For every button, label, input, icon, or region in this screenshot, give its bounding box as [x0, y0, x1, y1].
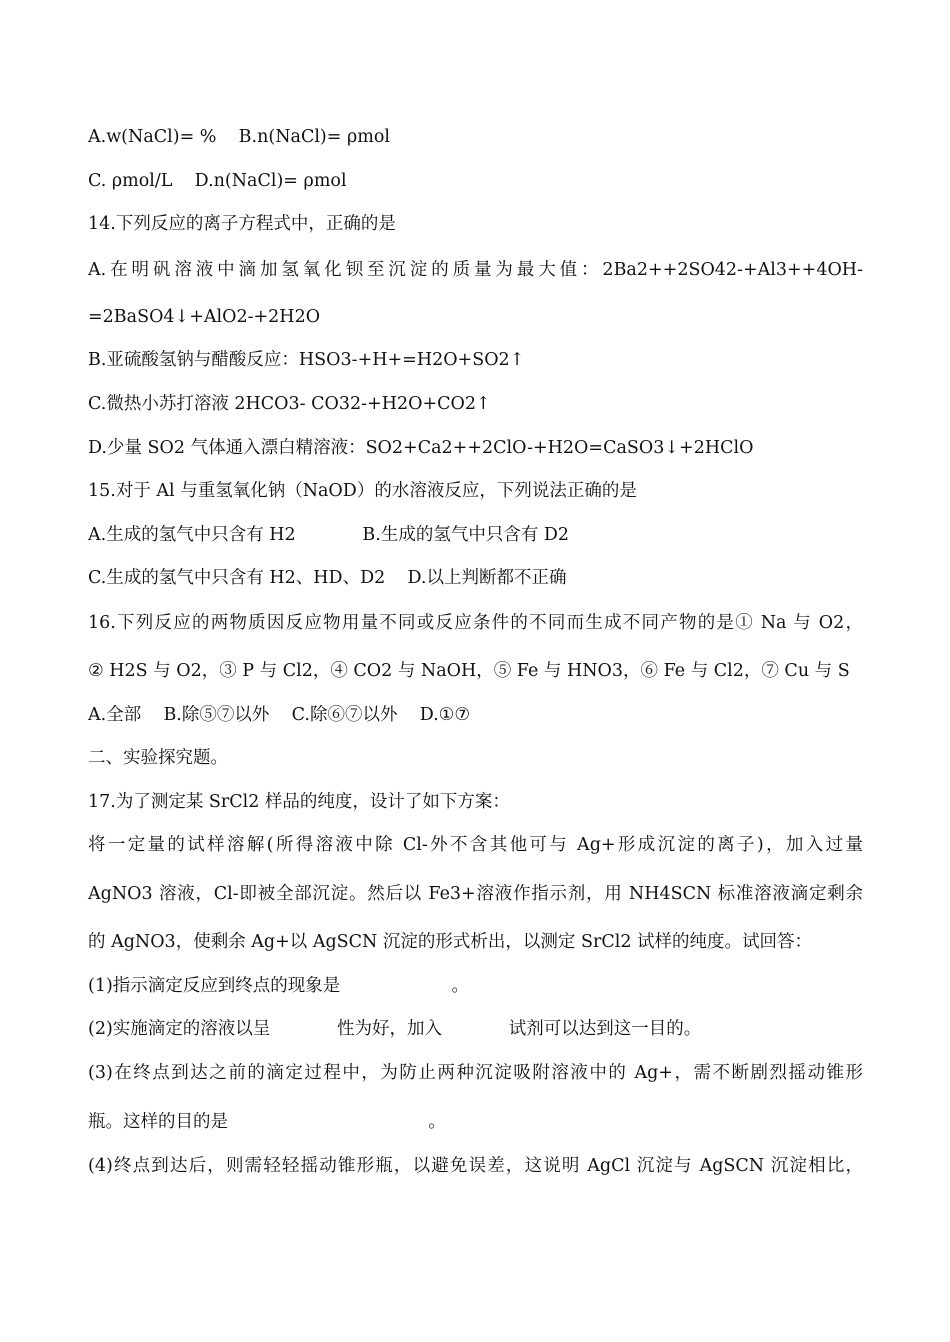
text-line: 将一定量的试样溶解(所得溶液中除 Cl-外不含其他可与 Ag+形成沉淀的离子)，加入过量 [88, 835, 863, 855]
text-line: A.w(NaCl)= % B.n(NaCl)= ρmol [88, 127, 390, 147]
options-ab: A.生成的氢气中只含有 H2 B.生成的氢气中只含有 D2 [88, 525, 570, 545]
question-17-title: 17.为了测定某 SrCl2 样品的纯度，设计了如下方案： [88, 792, 510, 812]
option-d: D.少量 SO2 气体通入漂白精溶液：SO2+Ca2++2ClO-+H2O=CaSO3↓+2HClO [88, 438, 754, 458]
question-14-title: 14.下列反应的离子方程式中，正确的是 [88, 214, 396, 234]
text-line: AgNO3 溶液，Cl-即被全部沉淀。然后以 Fe3+溶液作指示剂，用 NH4SCN 标准溶液滴定剩余 [88, 884, 863, 904]
subquestion-3: (3)在终点到达之前的滴定过程中，为防止两种沉淀吸附溶液中的 Ag+，需不断剧烈摇动锥形 [88, 1063, 863, 1083]
question-15-title: 15.对于 Al 与重氢氧化钠（NaOD）的水溶液反应，下列说法正确的是 [88, 481, 637, 501]
text-line: 的 AgNO3，使剩余 Ag+以 AgSCN 沉淀的形式析出，以测定 SrCl2 试样的纯度。试回答： [88, 932, 813, 952]
text-line: 瓶。这样的目的是 。 [88, 1112, 446, 1132]
option-b: B.亚硫酸氢钠与醋酸反应：HSO3-+H+=H2O+SO2↑ [88, 350, 525, 370]
text-line: =2BaSO4↓+AlO2-+2H2O [88, 307, 321, 327]
question-16-title: 16.下列反应的两物质因反应物用量不同或反应条件的不同而生成不同产物的是① Na 与 O2， [88, 613, 863, 633]
option-a: A.在明矾溶液中滴加氢氧化钡至沉淀的质量为最大值：2Ba2++2SO42-+Al3++4OH- [88, 260, 863, 280]
subquestion-2: (2)实施滴定的溶液以呈 性为好，加入 试剂可以达到这一目的。 [88, 1019, 702, 1039]
subquestion-4: (4)终点到达后，则需轻轻摇动锥形瓶，以避免误差，这说明 AgCl 沉淀与 AgSCN 沉淀相比， [88, 1156, 863, 1176]
option-c: C.微热小苏打溶液 2HCO3- CO32-+H2O+CO2↑ [88, 394, 491, 414]
text-line: ② H2S 与 O2，③ P 与 Cl2，④ CO2 与 NaOH，⑤ Fe 与 HNO3，⑥ Fe 与 Cl2，⑦ Cu 与 S [88, 661, 850, 681]
options-line: A.全部 B.除⑤⑦以外 C.除⑥⑦以外 D.①⑦ [88, 705, 471, 725]
subquestion-1: (1)指示滴定反应到终点的现象是 。 [88, 976, 470, 996]
text-line: C. ρmol/L D.n(NaCl)= ρmol [88, 171, 347, 191]
options-cd: C.生成的氢气中只含有 H2、HD、D2 D.以上判断都不正确 [88, 568, 567, 588]
section-heading: 二、实验探究题。 [88, 748, 228, 768]
